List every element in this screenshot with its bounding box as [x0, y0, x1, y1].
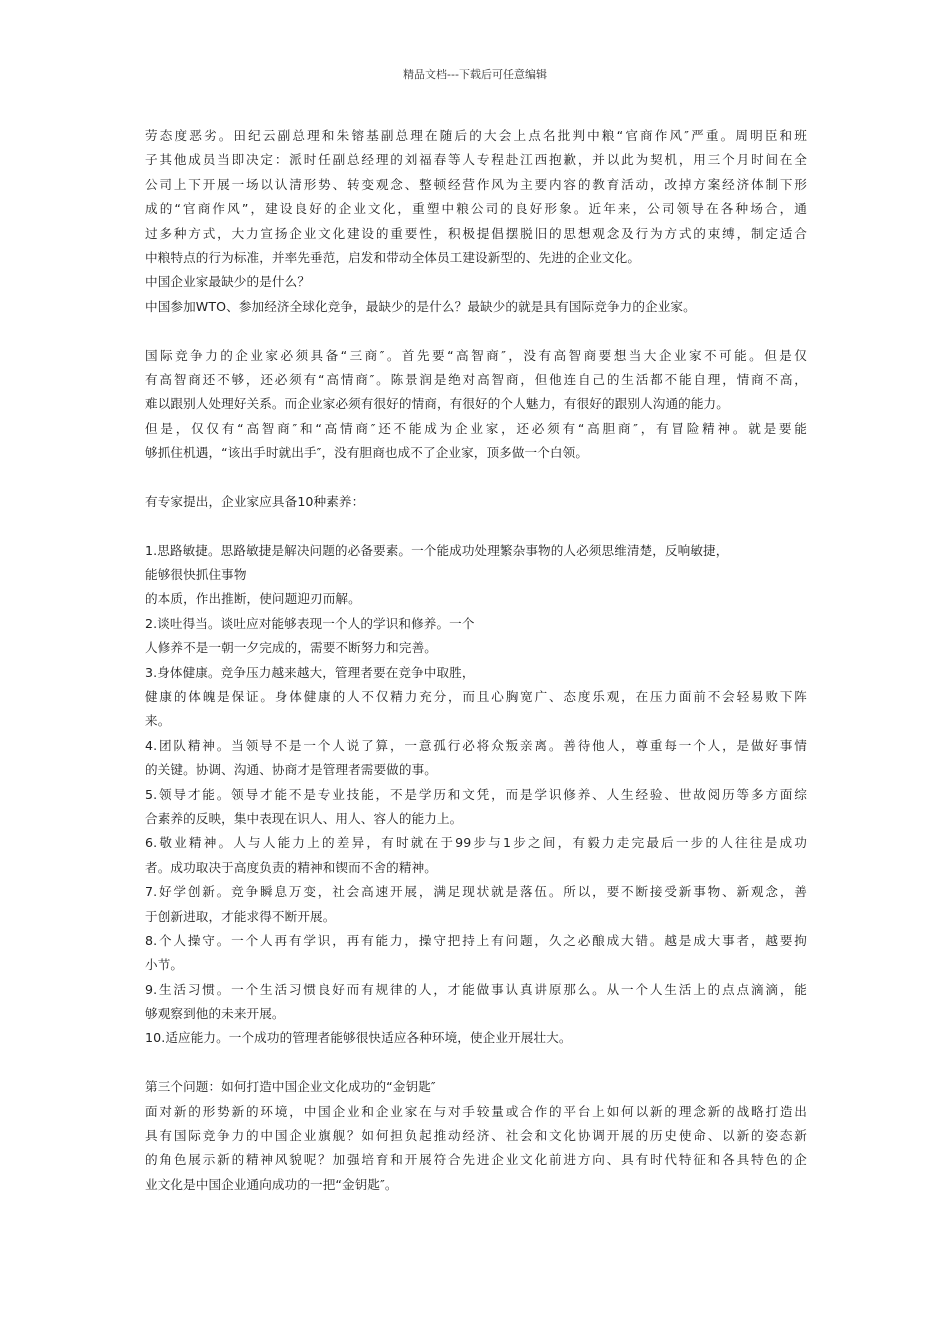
- text-line: 难以跟别人处理好关系。而企业家必须有很好的情商，有很好的个人魅力，有很好的跟别人沟通的能力。: [145, 396, 729, 412]
- text-line: 8.个人操守。一个人再有学识，再有能力，操守把持上有问题，久之必酿成大错。越是成大事者，越要拘: [145, 932, 807, 948]
- text-line: 能够很快抓住事物: [145, 567, 247, 583]
- text-line: 公司上下开展一场以认清形势、转变观念、整顿经营作风为主要内容的教育活动，改掉方案经济体制下形: [145, 176, 807, 192]
- document-body: [145, 124, 807, 1197]
- text-line: 的本质，作出推断，使问题迎刃而解。: [145, 591, 361, 607]
- text-line: 够观察到他的未来开展。: [145, 1006, 285, 1022]
- text-line: 9.生活习惯。一个生活习惯良好而有规律的人，才能做事认真讲原那么。从一个人生活上的点点滴滴，能: [145, 981, 807, 997]
- text-line: 子其他成员当即决定：派时任副总经理的刘福春等人专程赴江西抱歉，并以此为契机，用三个月时间在全: [145, 152, 807, 168]
- text-line: 面对新的形势新的环境，中国企业和企业家在与对手较量或合作的平台上如何以新的理念新的战略打造出: [145, 1103, 807, 1119]
- text-line: 够抓住机遇，“该出手时就出手″，没有胆商也成不了企业家，顶多做一个白领。: [145, 445, 589, 461]
- blank-line: [145, 514, 807, 538]
- text-line: 有专家提出，企业家应具备10种素养：: [145, 493, 365, 509]
- text-line: 4.团队精神。当领导不是一个人说了算，一意孤行必将众叛亲离。善待他人，尊重每一个人，是做好事情: [145, 737, 807, 753]
- text-line: 中国企业家最缺少的是什么？: [145, 274, 311, 290]
- text-line: 小节。: [145, 957, 184, 973]
- text-line: 2.谈吐得当。谈吐应对能够表现一个人的学识和修养。一个: [145, 615, 475, 631]
- text-line: 有高智商还不够，还必须有“高情商″。陈景润是绝对高智商，但他连自己的生活都不能自理，情商不高，: [145, 371, 807, 387]
- text-line: 过多种方式，大力宣扬企业文化建设的重要性，积极提倡摆脱旧的思想观念及行为方式的束缚，制定适合: [145, 225, 807, 241]
- text-line: 3.身体健康。竞争压力越来越大，管理者要在竞争中取胜，: [145, 664, 475, 680]
- blank-line: [145, 1051, 807, 1075]
- text-line: 于创新进取，才能求得不断开展。: [145, 908, 336, 924]
- text-line: 6.敬业精神。人与人能力上的差异，有时就在于99步与1步之间，有毅力走完最后一步的人往往是成功: [145, 835, 807, 851]
- text-line: 业文化是中国企业通向成功的一把“金钥匙″。: [145, 1176, 398, 1192]
- text-line: 的关键。协调、沟通、协商才是管理者需要做的事。: [145, 762, 437, 778]
- text-line: 10.适应能力。一个成功的管理者能够很快适应各种环境，使企业开展壮大。: [145, 1030, 572, 1046]
- text-line: 国际竞争力的企业家必须具备“三商″。首先要“高智商″，没有高智商要想当大企业家不可能。但是仅: [145, 347, 807, 363]
- text-line: 中粮特点的行为标准，并率先垂范，启发和带动全体员工建设新型的、先进的企业文化。: [145, 249, 641, 265]
- text-line: 来。: [145, 713, 171, 729]
- blank-line: [145, 465, 807, 489]
- text-line: 中国参加WTO、参加经济全球化竞争，最缺少的是什么？最缺少的就是具有国际竞争力的企业家。: [145, 298, 696, 314]
- text-line: 劳态度恶劣。田纪云副总理和朱镕基副总理在随后的大会上点名批判中粮“官商作风″严重。周明臣和班: [145, 128, 807, 143]
- blank-line: [145, 319, 807, 343]
- text-line: 具有国际竞争力的中国企业旗舰？如何担负起推动经济、社会和文化协调开展的历史使命、以新的姿态新: [145, 1128, 807, 1144]
- text-line: 5.领导才能。领导才能不是专业技能，不是学历和文凭，而是学识修养、人生经验、世故阅历等多方面综: [145, 786, 807, 802]
- text-line: 合素养的反映，集中表现在识人、用人、容人的能力上。: [145, 810, 463, 826]
- text-line: 的角色展示新的精神风貌呢？加强培育和开展符合先进企业文化前进方向、具有时代特征和各具特色的企: [145, 1152, 807, 1168]
- text-line: 7.好学创新。竞争瞬息万变，社会高速开展，满足现状就是落伍。所以，要不断接受新事物、新观念，善: [145, 884, 807, 900]
- page-header: 精品文档---下载后可任意编辑: [403, 68, 547, 81]
- text-line: 成的“官商作风”，建设良好的企业文化，重塑中粮公司的良好形象。近年来，公司领导在各种场合，通: [145, 201, 807, 217]
- text-line: 但是，仅仅有“高智商″和“高情商″还不能成为企业家，还必须有“高胆商″，有冒险精神。就是要能: [145, 420, 807, 436]
- text-line: 1.思路敏捷。思路敏捷是解决问题的必备要素。一个能成功处理繁杂事物的人必须思维清楚，反响敏捷，: [145, 542, 729, 558]
- text-line: 健康的体魄是保证。身体健康的人不仅精力充分，而且心胸宽广、态度乐观，在压力面前不会轻易败下阵: [145, 688, 807, 704]
- text-line: 人修养不是一朝一夕完成的，需要不断努力和完善。: [145, 640, 437, 656]
- text-line: 第三个问题：如何打造中国企业文化成功的“金钥匙″: [145, 1079, 436, 1095]
- text-line: 者。成功取决于高度负责的精神和锲而不舍的精神。: [145, 859, 437, 875]
